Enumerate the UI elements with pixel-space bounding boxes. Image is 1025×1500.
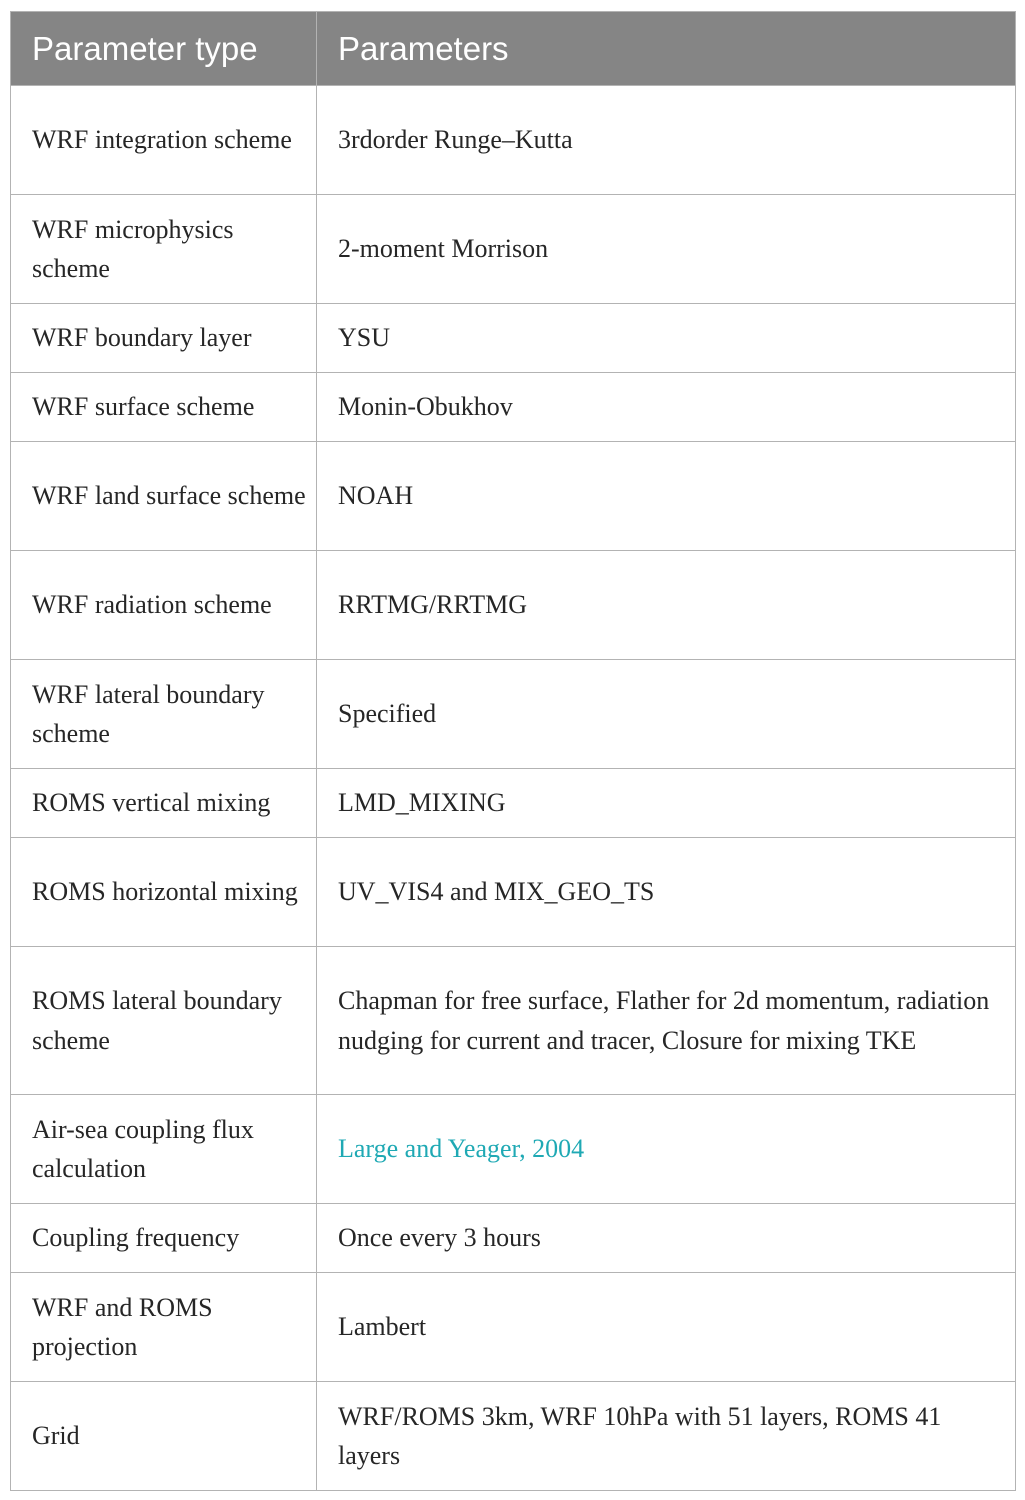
parameter-value-cell: UV_VIS4 and MIX_GEO_TS [317,838,1016,947]
table-row [11,838,1016,947]
parameter-value-cell: Lambert [317,1273,1016,1382]
table-row [11,304,1016,373]
parameter-value-cell: 2-moment Morrison [317,195,1016,304]
table-row [11,769,1016,838]
parameter-value-cell: Specified [317,660,1016,769]
parameter-value-cell: Once every 3 hours [317,1204,1016,1273]
parameter-value-cell: 3rdorder Runge–Kutta [317,86,1016,195]
table-row [11,551,1016,660]
parameter-value-cell: LMD_MIXING [317,769,1016,838]
table-row [11,442,1016,551]
parameter-value-cell: NOAH [317,442,1016,551]
parameter-value-cell: WRF/ROMS 3km, WRF 10hPa with 51 layers, ROMS 41 layers [317,1382,1016,1491]
parameter-type-cell: Grid [11,1382,317,1491]
table-row [11,1382,1016,1491]
parameter-type-cell: ROMS lateral boundary scheme [11,947,317,1095]
parameter-type-cell: WRF microphysics scheme [11,195,317,304]
table-row [11,373,1016,442]
table-row [11,1273,1016,1382]
parameter-type-cell: ROMS vertical mixing [11,769,317,838]
table-header-row [11,12,1016,86]
parameter-type-cell: ROMS horizontal mixing [11,838,317,947]
parameter-type-cell: Air-sea coupling flux calculation [11,1095,317,1204]
header-parameters: Parameters [317,12,1016,86]
table-row [11,86,1016,195]
header-parameter-type: Parameter type [11,12,317,86]
reference-link[interactable]: Large and Yeager, 2004 [338,1134,585,1164]
parameter-type-cell: Coupling frequency [11,1204,317,1273]
parameter-type-cell: WRF lateral boundary scheme [11,660,317,769]
table-row [11,195,1016,304]
parameter-type-cell: WRF radiation scheme [11,551,317,660]
table-row [11,1095,1016,1204]
parameter-type-cell: WRF and ROMS projection [11,1273,317,1382]
parameters-table [10,11,1016,1491]
parameter-type-cell: WRF land surface scheme [11,442,317,551]
parameter-value-cell [317,1095,1016,1204]
parameter-value-cell: Monin-Obukhov [317,373,1016,442]
parameter-type-cell: WRF integration scheme [11,86,317,195]
parameter-value-cell: YSU [317,304,1016,373]
parameter-type-cell: WRF surface scheme [11,373,317,442]
parameter-value-cell: RRTMG/RRTMG [317,551,1016,660]
table-row [11,947,1016,1095]
table-row [11,1204,1016,1273]
parameter-value-cell: Chapman for free surface, Flather for 2d momentum, radiation nudging for current and tracer, Closure for mixing TKE [317,947,1016,1095]
parameter-type-cell: WRF boundary layer [11,304,317,373]
table-row [11,660,1016,769]
